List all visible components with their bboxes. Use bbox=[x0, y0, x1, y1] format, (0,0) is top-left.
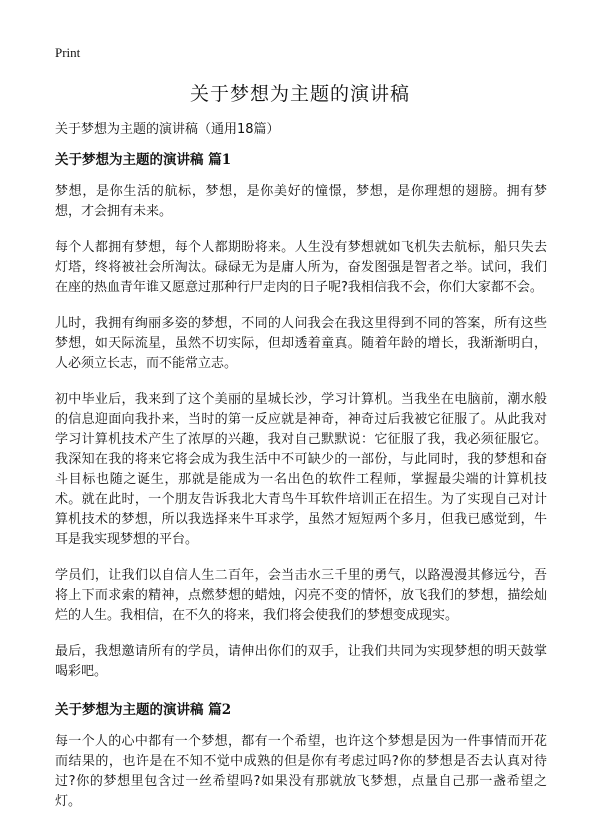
paragraph: 每个人都拥有梦想，每个人都期盼将来。人生没有梦想就如飞机失去航标，船只失去灯塔，终将被社会所淘汰。碌碌无为是庸人所为，奋发图强是智者之举。试问，我们在座的热血青年谁又愿意过那种行尸走肉的日子呢?我相信我不会，你们大家都不会。 bbox=[55, 240, 547, 295]
section-heading: 关于梦想为主题的演讲稿 篇1 bbox=[55, 152, 232, 168]
paragraph: 梦想，是你生活的航标，梦想，是你美好的憧憬，梦想，是你理想的翅膀。拥有梦想，才会拥有未来。 bbox=[55, 184, 547, 219]
section-2 bbox=[55, 698, 547, 812]
paragraph: 学员们，让我们以自信人生二百年，会当击水三千里的勇气，以路漫漫其修远兮，吾将上下而求索的精神，点燃梦想的蜡烛，闪亮不变的情怀，放飞我们的梦想，描绘灿烂的人生。我相信，在不久的将来，我们将会使我们的梦想变成现实。 bbox=[55, 568, 547, 623]
paragraph: 最后，我想邀请所有的学员，请伸出你们的双手，让我们共同为实现梦想的明天鼓掌喝彩吧。 bbox=[55, 644, 547, 679]
paragraph: 儿时，我拥有绚丽多姿的梦想，不同的人问我会在我这里得到不同的答案，所有这些梦想，如天际流星，虽然不切实际，但却透着童真。随着年龄的增长，我渐渐明白，人必须立长志，而不能常立志。 bbox=[55, 316, 547, 371]
paragraph: 初中毕业后，我来到了这个美丽的星城长沙，学习计算机。当我坐在电脑前，潮水般的信息迎面向我扑来，当时的第一反应就是神奇，神奇过后我被它征服了。从此我对学习计算机技术产生了浓厚的兴趣，我对自己默默说：它征服了我，我必须征服它。我深知在我的将来它将会成为我生活中不可缺少的一部份，与此同时，我的梦想和奋斗目标也随之诞生，那就是能成为一名出色的软件工程师，掌握最尖端的计算机技术。就在此时，一个朋友告诉我北大青鸟牛耳软件培训正在招生。为了实现自己对计算机技术的梦想，所以我选择来牛耳求学，虽然才短短两个多月，但我已感觉到，牛耳是我实现梦想的平台。 bbox=[55, 392, 547, 547]
section-1 bbox=[55, 148, 547, 682]
document-subtitle: 关于梦想为主题的演讲稿（通用18篇） bbox=[55, 122, 280, 137]
paragraph: 每一个人的心中都有一个梦想，都有一个希望，也许这个梦想是因为一件事情而开花而结果的，也许是在不知不觉中成熟的但是你有考虑过吗?你的梦想是否去认真对待过?你的梦想里包含过一丝希望吗?如果没有那就放飞梦想，点量自己那一盏希望之灯。 bbox=[55, 734, 547, 809]
print-link[interactable]: Print bbox=[55, 45, 81, 60]
page-title: 关于梦想为主题的演讲稿 bbox=[189, 83, 410, 105]
document-body bbox=[55, 148, 547, 828]
section-heading: 关于梦想为主题的演讲稿 篇2 bbox=[55, 702, 232, 718]
